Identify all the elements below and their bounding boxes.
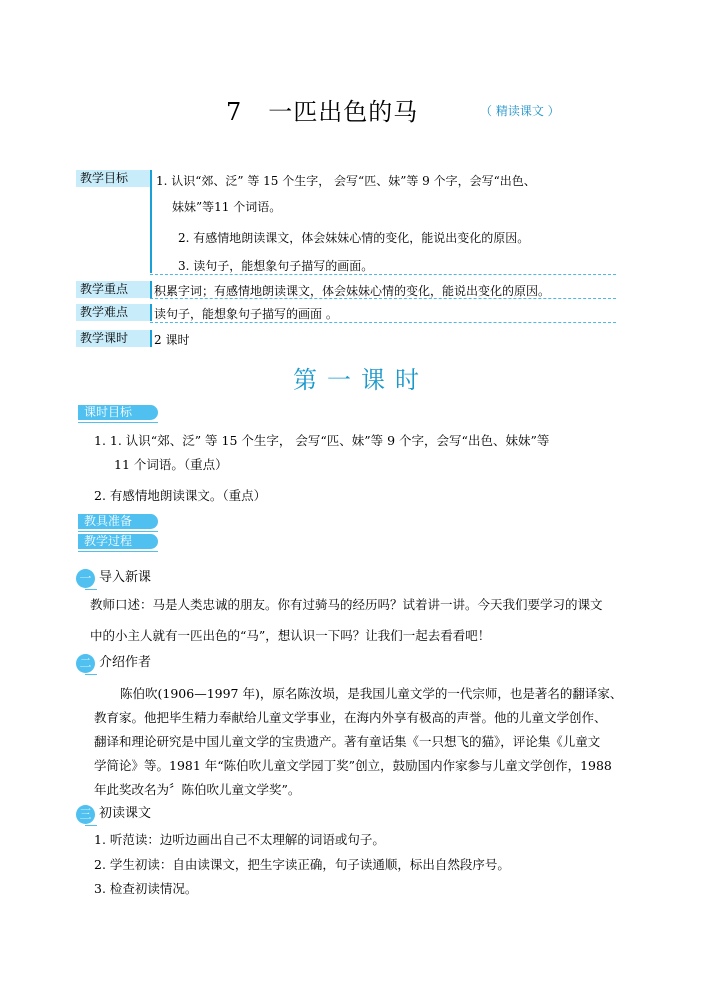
goal-line-2: 妹妹”等11 个词语。 <box>172 200 282 214</box>
table-divider <box>150 170 152 273</box>
class-goals-pill <box>78 405 158 420</box>
section-heading-2 <box>76 653 151 673</box>
process-label: 教学过程 <box>84 534 133 548</box>
lesson-type: （ 精读课文 ） <box>480 104 560 118</box>
section-heading-1 <box>76 568 151 588</box>
class-goal-2: 2. 有感情地朗读课文。（重点） <box>94 488 267 503</box>
section-2-line-2: 教育家。他把毕生精力奉献给儿童文学事业，在海内外享有极高的声誉。他的儿童文学创作、 <box>94 710 607 725</box>
pill-underline <box>78 531 158 532</box>
section-2-line-3: 翻译和理论研究是中国儿童文学的宝贵遗产。著有童话集《一只想飞的猫》，评论集《儿童文 <box>94 734 601 749</box>
section-2-line-5: 年此奖改名为〞陈伯吹儿童文学奖”。 <box>94 782 301 797</box>
table-divider <box>150 330 152 347</box>
section-2-line-4: 学简论》等。1981 年“陈伯吹儿童文学园丁奖”创立，鼓励国内作家参与儿童文学创作，1988 <box>94 758 612 773</box>
process-pill <box>78 534 158 549</box>
section-3-line-2: 2. 学生初读：自由读课文，把生字读正确，句子读通顺，标出自然段序号。 <box>94 857 510 872</box>
table-divider <box>150 281 152 298</box>
lesson-number: 7 <box>226 98 243 126</box>
section-2-line-1: 陈伯吹(1906—1997 年)，原名陈汝埙，是我国儿童文学的一代宗师，也是著名的翻译家、 <box>120 686 623 701</box>
pill-underline <box>78 422 158 423</box>
row-separator <box>150 274 616 275</box>
section-1-line-1: 教师口述：马是人类忠诚的朋友。你有过骑马的经历吗？试着讲一讲。今天我们要学习的课文 <box>90 597 603 612</box>
pill-underline <box>78 551 158 552</box>
goal-line-3: 2. 有感情地朗读课文，体会妹妹心情的变化，能说出变化的原因。 <box>178 231 530 245</box>
section-title: 导入新课 <box>99 570 152 585</box>
hours-label: 教学课时 <box>76 330 150 347</box>
section-number-badge: 一 <box>76 569 95 588</box>
row-separator <box>150 298 616 299</box>
prep-pill <box>78 514 158 529</box>
section-underline <box>85 825 97 826</box>
section-title: 介绍作者 <box>99 655 152 670</box>
class-goal-1-cont: 11 个词语。（重点） <box>114 457 228 472</box>
section-underline <box>85 674 97 675</box>
section-underline <box>85 589 97 590</box>
key-text: 积累字词；有感情地朗读课文，体会妹妹心情的变化，能说出变化的原因。 <box>154 284 551 298</box>
difficulty-label: 教学难点 <box>76 304 150 321</box>
prep-label: 教具准备 <box>84 514 133 528</box>
page-title <box>226 92 418 127</box>
lesson-title: 一匹出色的马 <box>268 98 419 126</box>
section-title: 初读课文 <box>99 806 152 821</box>
goals-label: 教学目标 <box>76 170 150 187</box>
section-number-badge: 三 <box>76 805 95 824</box>
section-heading-3 <box>76 804 151 824</box>
lesson-section-title: 第一课时 <box>293 366 429 394</box>
class-goal-1: 1. 1. 认识“郊、泛” 等 15 个生字， 会写“匹、妹”等 9 个字，会写“出色、妹妹”等 <box>94 433 550 448</box>
section-3-line-3: 3. 检查初读情况。 <box>94 881 198 896</box>
section-number-badge: 二 <box>76 654 95 673</box>
goal-line-1: 1. 认识“郊、泛” 等 15 个生字， 会写“匹、妹”等 9 个字，会写“出色、 <box>156 174 536 188</box>
hours-text: 2 课时 <box>154 333 190 347</box>
section-3-line-1: 1. 听范读：边听边画出自己不太理解的词语或句子。 <box>94 832 385 847</box>
class-goals-label: 课时目标 <box>84 405 133 419</box>
row-separator <box>150 322 616 323</box>
table-divider <box>150 304 152 321</box>
key-label: 教学重点 <box>76 281 150 298</box>
goal-line-4: 3. 读句子，能想象句子描写的画面。 <box>178 259 374 273</box>
section-1-line-2: 中的小主人就有一匹出色的“马”，想认识一下吗？让我们一起去看看吧！ <box>90 628 491 643</box>
difficulty-text: 读句子，能想象句子描写的画面 。 <box>154 307 338 321</box>
